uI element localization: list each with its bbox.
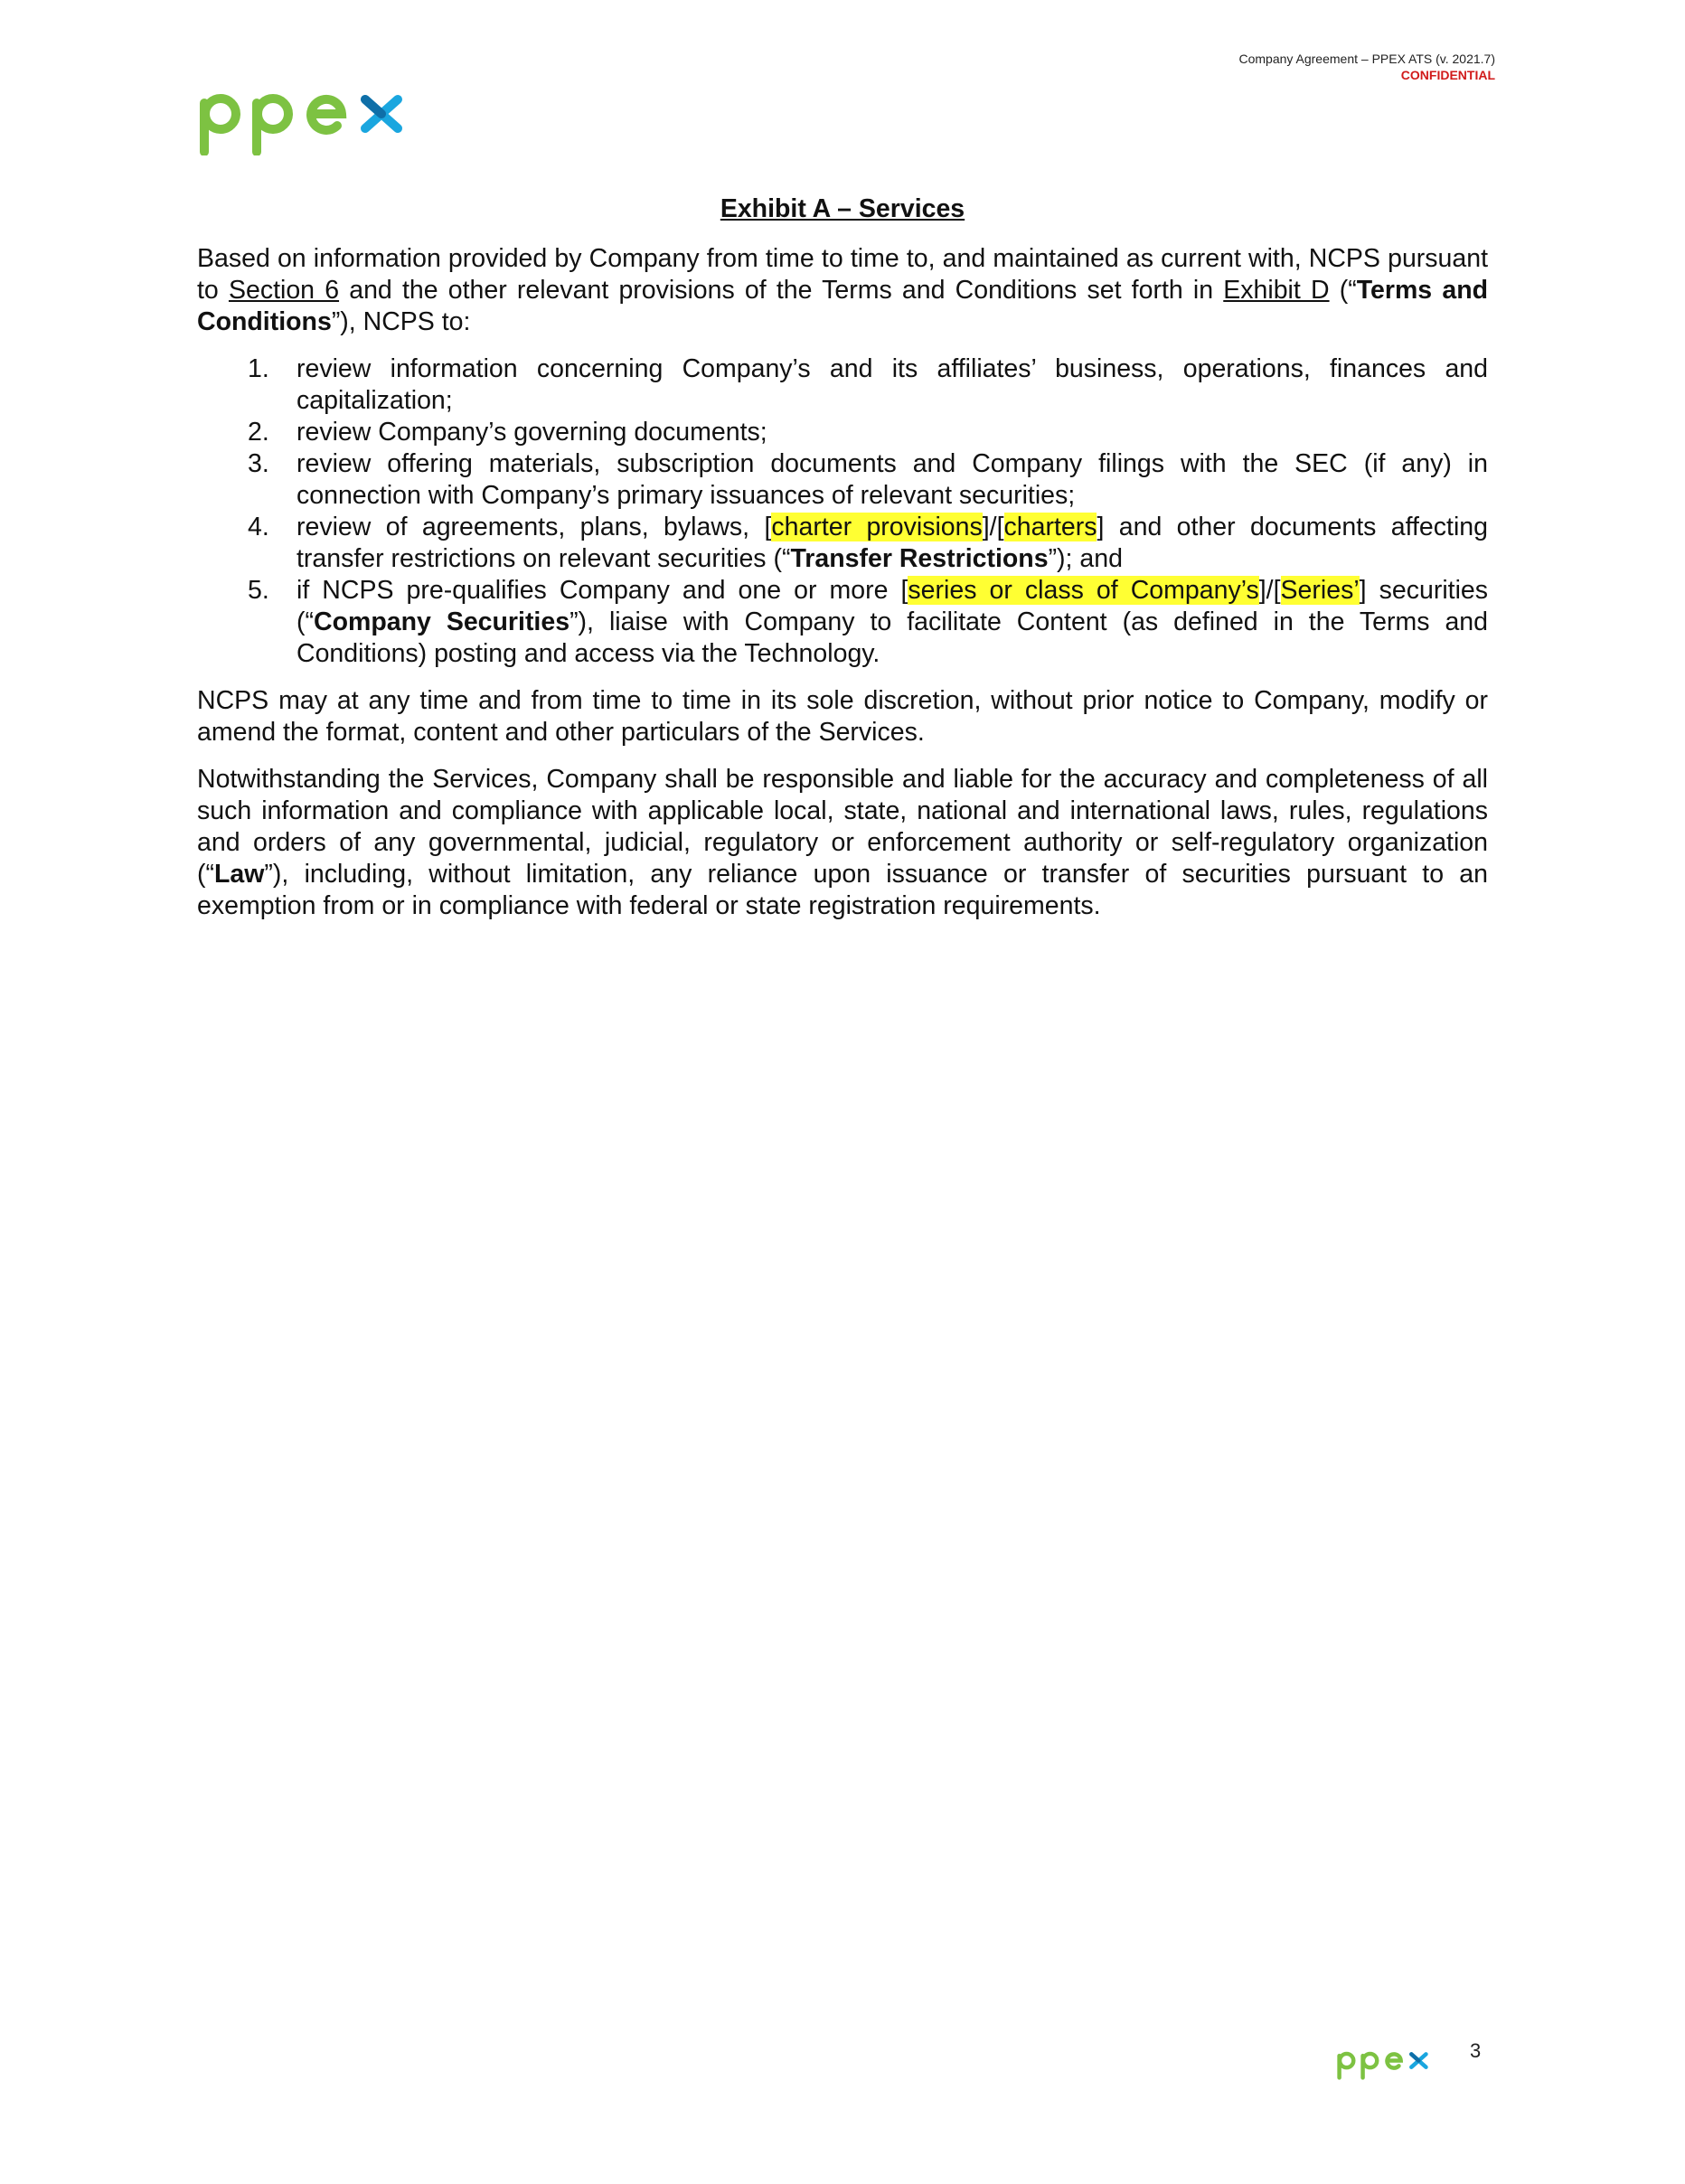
intro-text: Based on information provided by Company from time to time to, and maintained as current with, NCPS pursuant to [197,244,1488,305]
list-item [197,353,1488,417]
confidential-label: CONFIDENTIAL [1400,68,1495,82]
exhibit-title: Exhibit A – Services [720,194,965,223]
list-item [197,448,1488,512]
list-item-text: ]/[ [982,513,1004,541]
list-item-text: ] and other documents affecting transfer restrictions on relevant securities (“ [297,513,1488,573]
document-body [197,193,1488,937]
list-item-text: if NCPS pre-qualifies Company and one or more [ [297,576,908,605]
highlighted-text: series or class of Company’s [908,576,1259,605]
page-number: 3 [1470,2039,1482,2062]
list-number: 3. [248,449,269,478]
intro-text: and the other relevant provisions of the Terms and Conditions set forth in [339,276,1224,305]
list-number: 4. [248,513,269,541]
list-item [197,575,1488,670]
responsibility-paragraph [197,764,1488,922]
list-item-text: ]/[ [1258,576,1281,605]
defined-term: Company Securities [313,607,570,636]
exhibit-d-reference: Exhibit D [1223,276,1330,305]
list-item-text: ] securities (“ [297,576,1489,636]
intro-text: (“ [1329,276,1357,305]
highlighted-text: charter provisions [771,513,983,541]
document-header [1238,51,1495,83]
list-number: 2. [248,418,269,447]
paragraph-text: Notwithstanding the Services, Company shall be responsible and liable for the accuracy and completeness of all such information and compliance with applicable local, state, national and international laws, rules, regulations and orders of any governmental, judicial, regulatory or enforcement authority or self-regulatory organization (“ [197,765,1488,889]
list-number: 1. [248,354,269,383]
list-item-text: review of agreements, plans, bylaws, [ [297,513,772,541]
defined-term: Transfer Restrictions [790,544,1049,573]
list-item-text: review offering materials, subscription documents and Company filings with the SEC (if any) in connection with Company’s primary issuances of relevant securities; [297,449,1488,510]
highlighted-text: charters [1003,513,1097,541]
intro-text: ”), NCPS to: [331,307,471,336]
paragraph-text: ”), including, without limitation, any reliance upon issuance or transfer of securities pursuant to an exemption from or in compliance with federal or state registration requirements. [197,860,1488,920]
list-item-text: ”), liaise with Company to facilitate Content (as defined in the Terms and Conditions) posting and access via the Technology. [297,607,1488,668]
defined-term: Terms and Conditions [197,276,1489,336]
section-6-reference: Section 6 [228,276,340,305]
list-item [197,417,1488,448]
list-item-text: ”); and [1048,544,1123,573]
list-item-text: review Company’s governing documents; [297,418,767,447]
defined-term: Law [213,860,265,889]
intro-paragraph [197,243,1488,338]
list-item [197,512,1488,575]
ppex-footer-logo [1336,2041,1437,2081]
list-number: 5. [248,576,269,605]
highlighted-text: Series’ [1280,576,1360,605]
list-item-text: review information concerning Company’s and its affiliates’ business, operations, finances and capitalization; [297,354,1488,415]
modification-paragraph: NCPS may at any time and from time to time in its sole discretion, without prior notice to Company, modify or amend the format, content and other particulars of the Services. [197,686,1488,747]
ppex-logo [197,74,423,155]
services-list [197,353,1488,670]
document-label: Company Agreement – PPEX ATS (v. 2021.7) [1238,52,1495,66]
